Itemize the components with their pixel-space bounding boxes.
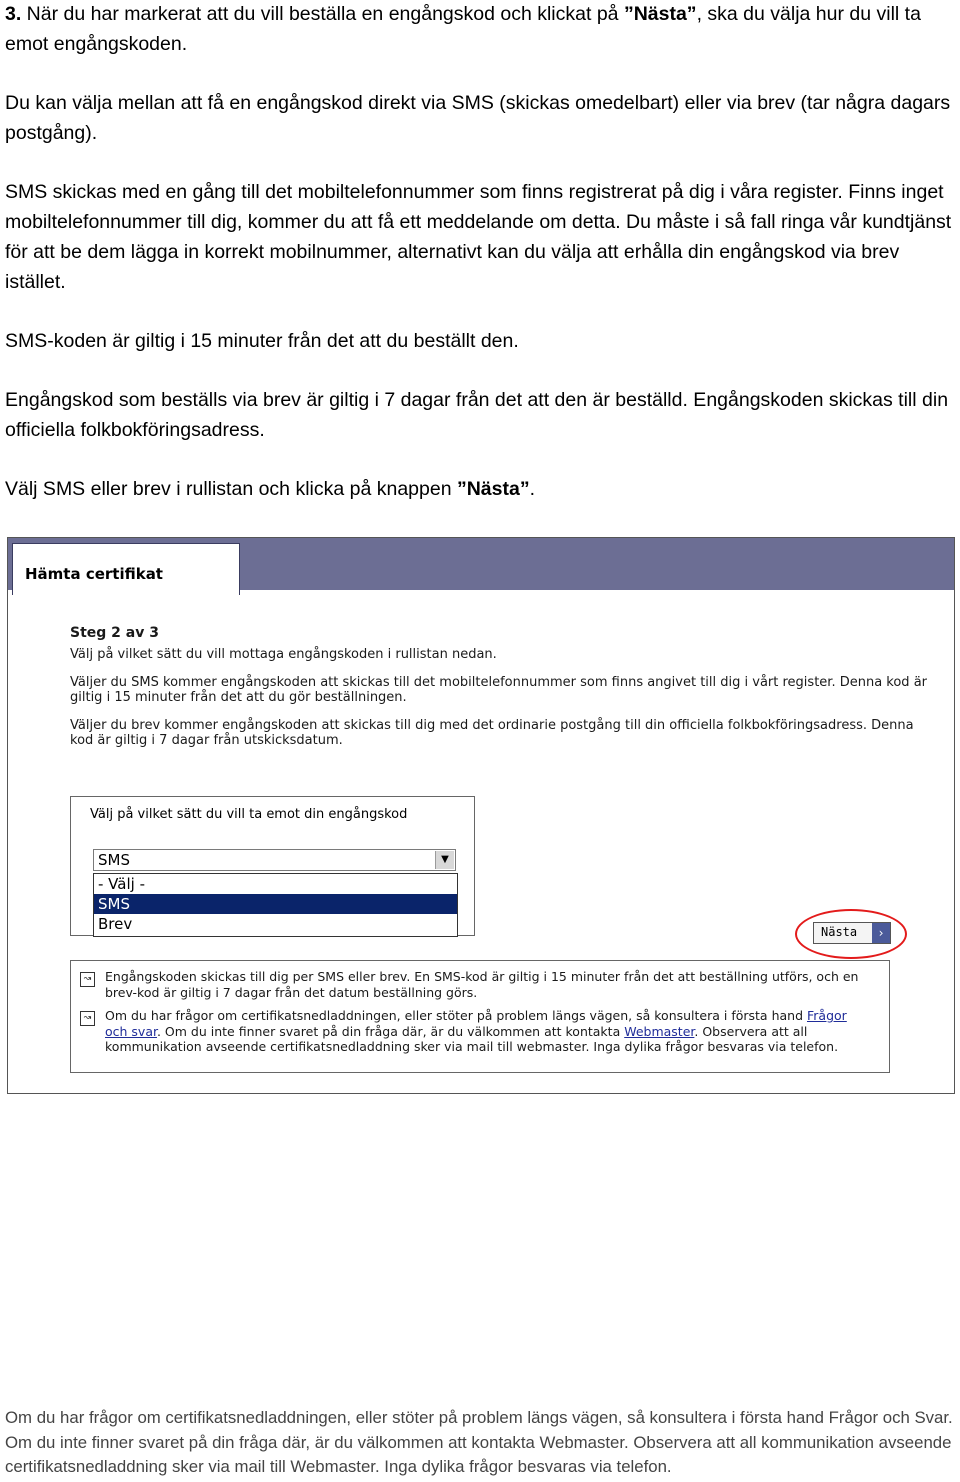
info-icon: ↝ [80,972,95,987]
step-number: 3. [5,3,22,25]
tab-label: Hämta certifikat [25,565,163,583]
option-brev[interactable]: Brev [98,915,133,933]
paragraph-select-instruction [5,474,955,504]
paragraph-step-3 [5,0,955,59]
text-span: När du har markerat att du vill beställa en engångskod och klickat på [21,3,624,25]
info-box [70,960,890,1073]
option-sms[interactable]: SMS [94,894,457,914]
nasta-emphasis: ”Nästa” [623,3,697,25]
paragraph-sms-validity: SMS-koden är giltig i 15 minuter från det att du beställt den. [5,330,519,352]
select-label: Välj på vilket sätt du vill ta emot din engångskod [90,807,408,822]
text-span: . [529,478,536,500]
text-span: Välj SMS eller brev i rullistan och klicka på knappen [5,478,457,500]
text-span: Om du har frågor om certifikatsnedladdningen, eller stöter på problem längs vägen, så konsultera i första hand [105,1008,807,1023]
chevron-right-icon: › [872,923,890,943]
info-text-code: Engångskoden skickas till dig per SMS eller brev. En SMS-kod är giltig i 15 minuter från det att beställning utförs, och en brev-kod är giltig i 7 dagar från det datum beställning görs. [105,969,859,1000]
next-button[interactable] [813,922,891,944]
embedded-screenshot [7,537,955,1094]
step-title: Steg 2 av 3 [70,625,159,641]
paragraph-choice: Du kan välja mellan att få en engångskod direkt via SMS (skickas omedelbart) eller via brev (tar några dagars postgång). [5,92,951,144]
nasta-emphasis: ”Nästa” [456,478,530,500]
webmaster-link[interactable]: Webmaster [624,1023,695,1039]
delivery-method-select[interactable] [93,849,456,871]
footer-text: Om du har frågor om certifikatsnedladdningen, eller stöter på problem längs vägen, så konsultera i första hand Frågor och Svar. Om du inte finner svaret på din fråga där, är du välkommen att kontakta Webmaster. Observera att all kommunikation avseende certifikatsnedladdning sker via mail till Webmaster. Inga dylika frågor besvaras via telefon. [5,1408,953,1476]
info-text-help [105,1008,865,1055]
delivery-method-box [70,796,475,936]
instruction-text [5,0,955,533]
option-valj[interactable]: - Välj - [98,875,145,893]
text-span: , ska du välja hur du vill ta emot engångskoden. [5,3,921,55]
faq-link[interactable]: Frågor och svar [105,1008,847,1039]
tab-hamta-certifikat[interactable] [12,543,240,595]
sms-description: Väljer du SMS kommer engångskoden att skickas till det mobiltelefonnummer som finns angivet till dig i vårt register. Denna kod är giltig i 15 minuter från det att du gör beställningen. [70,675,928,705]
next-button-label: Nästa [821,925,858,939]
text-span: . Om du inte finner svaret på din fråga där, är du välkommen att kontakta [156,1023,625,1039]
select-value: SMS [98,851,130,869]
intro-text: Välj på vilket sätt du vill mottaga engångskoden i rullistan nedan. [70,647,497,662]
step-content [70,626,930,761]
info-icon: ↝ [80,1011,95,1026]
select-options-list [93,873,458,937]
paragraph-letter: Engångskod som beställs via brev är giltig i 7 dagar från det att den är beställd. Engångskoden skickas till din officiella folkbokföringsadress. [5,389,949,441]
letter-description: Väljer du brev kommer engångskoden att skickas till dig med det ordinarie postgång till din officiella folkbokföringsadress. Denna kod är giltig i 7 dagar från utskicksdatum. [70,718,914,748]
text-span: . Observera att all kommunikation avseende certifikatsnedladdning sker via mail till webmaster. Inga dylika frågor besvaras via telefon. [105,1023,839,1054]
chevron-down-icon[interactable]: ▼ [435,851,454,869]
paragraph-sms: SMS skickas med en gång till det mobiltelefonnummer som finns registrerat på dig i våra register. Finns inget mobiltelefonnummer till dig, kommer du att få ett meddelande om detta. Du måste i så fall ringa vår kundtjänst för att be dem lägga in korrekt mobilnummer, alternativt kan du välja att erhålla din engångskod via brev istället. [5,181,952,293]
